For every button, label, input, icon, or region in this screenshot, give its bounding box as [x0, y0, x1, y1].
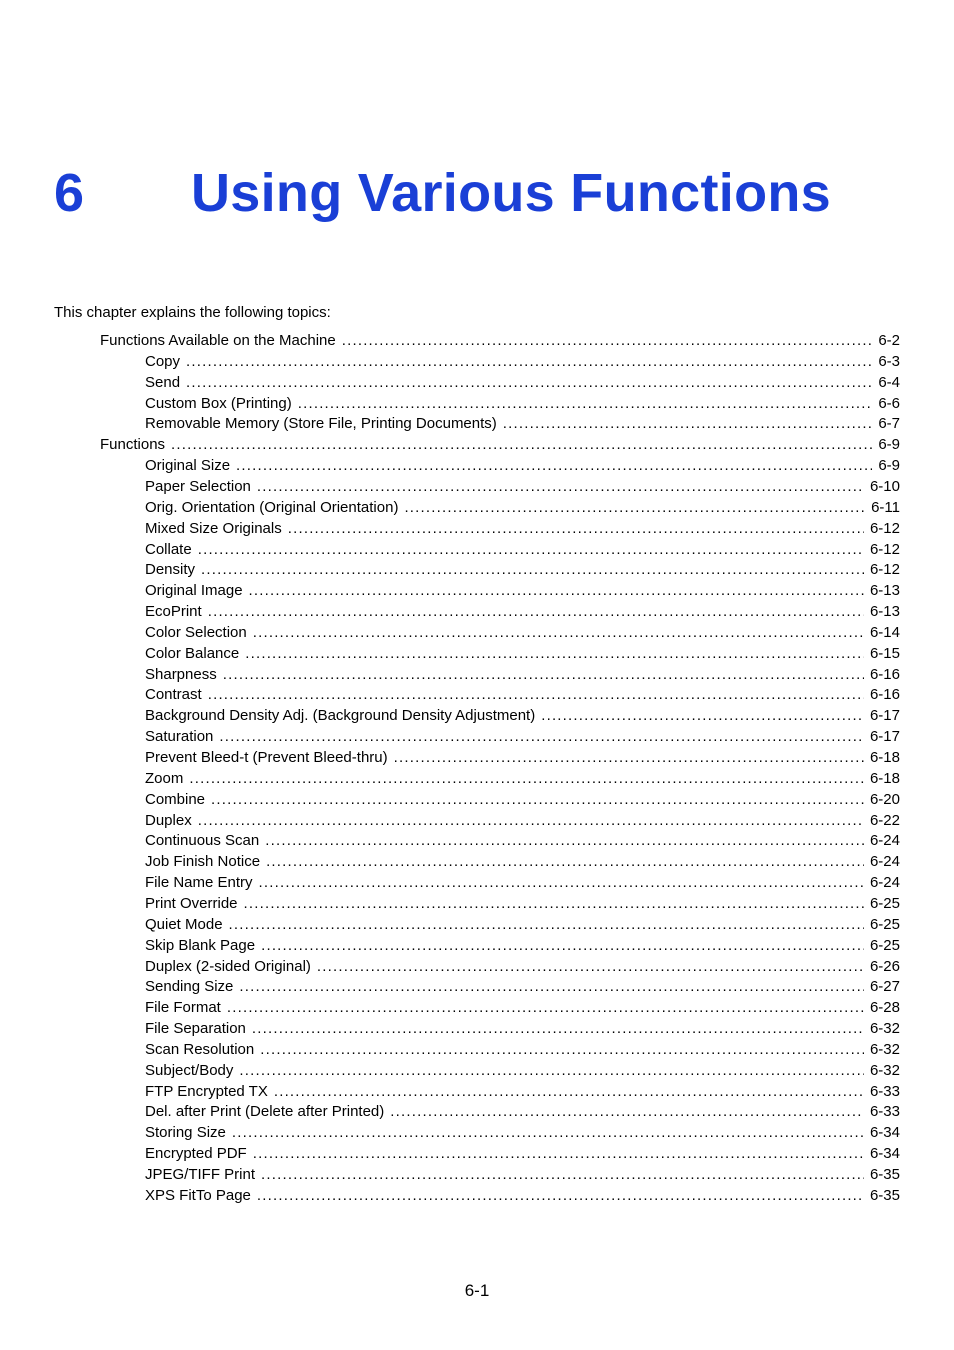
toc-entry-label: Print Override [145, 894, 238, 912]
toc-entry-page: 6-7 [878, 415, 900, 433]
toc-entry[interactable] [145, 727, 900, 747]
toc-leader-dots [261, 1165, 864, 1185]
toc-entry-page: 6-4 [878, 373, 900, 391]
toc-leader-dots [171, 435, 872, 455]
toc-entry-page: 6-11 [871, 498, 900, 516]
toc-entry[interactable] [145, 936, 900, 956]
toc-leader-dots [244, 894, 864, 914]
toc-entry-page: 6-14 [869, 623, 900, 641]
toc-leader-dots [253, 623, 864, 643]
toc-leader-dots [223, 665, 864, 685]
toc-entry-page: 6-12 [869, 519, 900, 537]
toc-entry-page: 6-35 [869, 1186, 900, 1204]
toc-leader-dots [189, 769, 864, 789]
toc-leader-dots [208, 685, 864, 705]
toc-entry[interactable] [145, 852, 900, 872]
toc-entry-label: Orig. Orientation (Original Orientation) [145, 498, 399, 516]
toc-leader-dots [404, 498, 865, 518]
toc-leader-dots [252, 1019, 864, 1039]
toc-entry-page: 6-9 [878, 457, 900, 475]
toc-entry-page: 6-18 [869, 749, 900, 766]
toc-entry[interactable] [145, 1144, 900, 1164]
toc-entry[interactable] [145, 1123, 900, 1143]
toc-entry-page: 6-12 [869, 561, 900, 579]
toc-entry[interactable] [145, 685, 900, 705]
toc-leader-dots [274, 1082, 864, 1102]
toc-leader-dots [390, 1102, 864, 1122]
toc-leader-dots [219, 727, 864, 747]
toc-entry[interactable] [145, 957, 900, 977]
toc-entry[interactable] [145, 414, 900, 434]
toc-leader-dots [541, 706, 864, 726]
toc-entry-page: 6-13 [869, 582, 900, 600]
toc-entry[interactable] [145, 602, 900, 622]
toc-leader-dots [253, 1144, 864, 1164]
toc-entry[interactable] [145, 665, 900, 685]
toc-leader-dots [186, 352, 872, 372]
toc-entry[interactable] [100, 331, 900, 351]
toc-leader-dots [198, 811, 864, 831]
toc-entry[interactable] [145, 581, 900, 601]
toc-entry-label: Collate [145, 540, 192, 558]
toc-leader-dots [317, 957, 864, 977]
toc-entry-label: Contrast [145, 686, 202, 704]
toc-entry-label: EcoPrint [145, 603, 202, 621]
toc-entry-label: Background Density Adj. (Background Density Adjustment) [145, 707, 536, 725]
toc-entry[interactable] [145, 1102, 900, 1122]
toc-entry-page: 6-17 [869, 728, 900, 746]
toc-entry-label: Sending Size [145, 978, 234, 996]
toc-entry-page: 6-18 [869, 769, 900, 787]
toc-leader-dots [211, 790, 864, 810]
toc-leader-dots [260, 1040, 864, 1060]
toc-entry[interactable] [145, 706, 900, 726]
toc-leader-dots [198, 540, 864, 560]
toc-entry-label: Duplex (2-sided Original) [145, 957, 311, 975]
toc-entry-page: 6-10 [869, 477, 900, 495]
toc-entry-label: File Name Entry [145, 874, 253, 892]
toc-leader-dots [261, 936, 864, 956]
toc-entry[interactable] [145, 748, 900, 768]
toc-leader-dots [229, 915, 864, 935]
toc-leader-dots [201, 560, 864, 580]
toc-entry-label: File Separation [145, 1020, 246, 1038]
toc-entry[interactable] [145, 1019, 900, 1039]
toc-entry-page: 6-33 [869, 1082, 900, 1100]
toc-leader-dots [257, 1186, 864, 1206]
toc-entry-label: Encrypted PDF [145, 1145, 247, 1163]
toc-entry[interactable] [145, 1186, 900, 1206]
toc-entry-label: Original Image [145, 582, 243, 600]
toc-entry-label: Functions [100, 436, 166, 454]
toc-entry-label: Mixed Size Originals [145, 519, 282, 537]
toc-entry[interactable] [145, 1082, 900, 1102]
toc-entry[interactable] [145, 769, 900, 789]
toc-leader-dots [239, 1061, 864, 1081]
toc-leader-dots [227, 998, 864, 1018]
toc-entry-label: Storing Size [145, 1124, 226, 1142]
toc-entry[interactable] [145, 352, 900, 372]
toc-entry-page: 6-9 [878, 436, 900, 454]
toc-entry-page: 6-13 [869, 603, 900, 621]
toc-entry-page: 6-25 [869, 936, 900, 954]
toc-entry-page: 6-24 [869, 832, 900, 850]
toc-entry[interactable] [145, 519, 900, 539]
toc-entry[interactable] [145, 394, 900, 414]
toc-leader-dots [186, 373, 872, 393]
toc-leader-dots [265, 831, 864, 851]
toc-leader-dots [503, 414, 873, 434]
toc-entry[interactable] [145, 644, 900, 664]
toc-entry[interactable] [145, 977, 900, 997]
toc-entry-page: 6-27 [869, 978, 900, 996]
toc-entry[interactable] [145, 1165, 900, 1185]
toc-entry-page: 6-16 [869, 665, 900, 683]
intro-text: This chapter explains the following topics: [54, 304, 331, 321]
toc-entry-label: Zoom [145, 769, 184, 787]
toc-leader-dots [259, 873, 864, 893]
chapter-number: 6 [54, 163, 85, 223]
toc-entry-label: Copy [145, 352, 181, 370]
toc-leader-dots [236, 456, 872, 476]
toc-entry-label: Prevent Bleed-t (Prevent Bleed-thru) [145, 749, 388, 766]
toc-entry-page: 6-20 [869, 790, 900, 808]
chapter-title: Using Various Functions [191, 163, 831, 223]
toc-entry[interactable] [145, 873, 900, 893]
toc-entry[interactable] [145, 831, 900, 851]
toc-entry-page: 6-33 [869, 1103, 900, 1121]
toc-entry-page: 6-22 [869, 811, 900, 829]
toc-entry-page: 6-2 [878, 332, 900, 349]
toc-entry-page: 6-25 [869, 894, 900, 912]
toc-leader-dots [208, 602, 864, 622]
toc-entry[interactable] [145, 623, 900, 643]
toc-entry-label: Subject/Body [145, 1061, 234, 1079]
toc-entry-label: Removable Memory (Store File, Printing Documents) [145, 415, 497, 433]
toc-entry-label: Duplex [145, 811, 192, 829]
toc-entry[interactable] [145, 998, 900, 1018]
toc-entry-label: Original Size [145, 457, 231, 475]
toc-entry-label: Saturation [145, 728, 214, 746]
toc-entry-page: 6-32 [869, 1040, 900, 1058]
toc-entry-page: 6-28 [869, 999, 900, 1017]
toc-entry-label: Send [145, 373, 181, 391]
toc-entry-label: Functions Available on the Machine [100, 332, 336, 349]
toc-entry-label: XPS FitTo Page [145, 1186, 251, 1204]
toc-entry-label: Sharpness [145, 665, 217, 683]
toc-entry-label: Scan Resolution [145, 1040, 255, 1058]
toc-entry-page: 6-6 [878, 394, 900, 412]
toc-entry[interactable] [145, 456, 900, 476]
toc-entry[interactable] [145, 373, 900, 393]
toc-entry[interactable] [145, 560, 900, 580]
toc-entry[interactable] [145, 915, 900, 935]
toc-leader-dots [232, 1123, 864, 1143]
toc-entry-page: 6-34 [869, 1124, 900, 1142]
toc-entry-label: File Format [145, 999, 221, 1017]
toc-leader-dots [298, 394, 873, 414]
toc-entry[interactable] [145, 498, 900, 518]
toc-leader-dots [342, 331, 873, 351]
toc-entry-label: Job Finish Notice [145, 853, 261, 871]
toc-entry-page: 6-32 [869, 1020, 900, 1038]
toc-entry-page: 6-12 [869, 540, 900, 558]
toc-entry-page: 6-15 [869, 644, 900, 662]
toc-entry-page: 6-34 [869, 1145, 900, 1163]
toc-entry[interactable] [145, 540, 900, 560]
toc-entry-label: Custom Box (Printing) [145, 394, 292, 412]
toc-entry-label: Color Balance [145, 644, 240, 662]
toc-entry[interactable] [100, 435, 900, 455]
toc-entry-label: Combine [145, 790, 206, 808]
toc-entry[interactable] [145, 1061, 900, 1081]
toc-entry-page: 6-24 [869, 853, 900, 871]
toc-leader-dots [249, 581, 864, 601]
toc-leader-dots [245, 644, 864, 664]
toc-entry-label: Paper Selection [145, 477, 251, 495]
page-number: 6-1 [464, 1281, 490, 1300]
toc-entry-label: FTP Encrypted TX [145, 1082, 268, 1100]
toc-leader-dots [288, 519, 864, 539]
toc-entry-label: Continuous Scan [145, 832, 260, 850]
toc-entry[interactable] [145, 894, 900, 914]
toc-entry-page: 6-16 [869, 686, 900, 704]
toc-entry-page: 6-32 [869, 1061, 900, 1079]
toc-entry-page: 6-24 [869, 874, 900, 892]
toc-leader-dots [257, 477, 864, 497]
toc-leader-dots [394, 748, 864, 768]
toc-entry-label: Quiet Mode [145, 915, 223, 933]
toc-entry-page: 6-35 [869, 1166, 900, 1183]
toc-entry[interactable] [145, 477, 900, 497]
toc-entry-label: JPEG/TIFF Print [145, 1166, 256, 1183]
toc-entry-label: Density [145, 561, 196, 579]
toc-entry-page: 6-25 [869, 915, 900, 933]
toc-entry[interactable] [145, 1040, 900, 1060]
toc-entry-page: 6-17 [869, 707, 900, 725]
toc-entry[interactable] [145, 811, 900, 831]
toc-entry[interactable] [145, 790, 900, 810]
toc-leader-dots [266, 852, 864, 872]
toc-entry-page: 6-3 [878, 352, 900, 370]
toc-entry-label: Color Selection [145, 623, 247, 641]
toc-leader-dots [239, 977, 864, 997]
toc-entry-page: 6-26 [869, 957, 900, 975]
toc-entry-label: Del. after Print (Delete after Printed) [145, 1103, 385, 1121]
toc-entry-label: Skip Blank Page [145, 936, 256, 954]
